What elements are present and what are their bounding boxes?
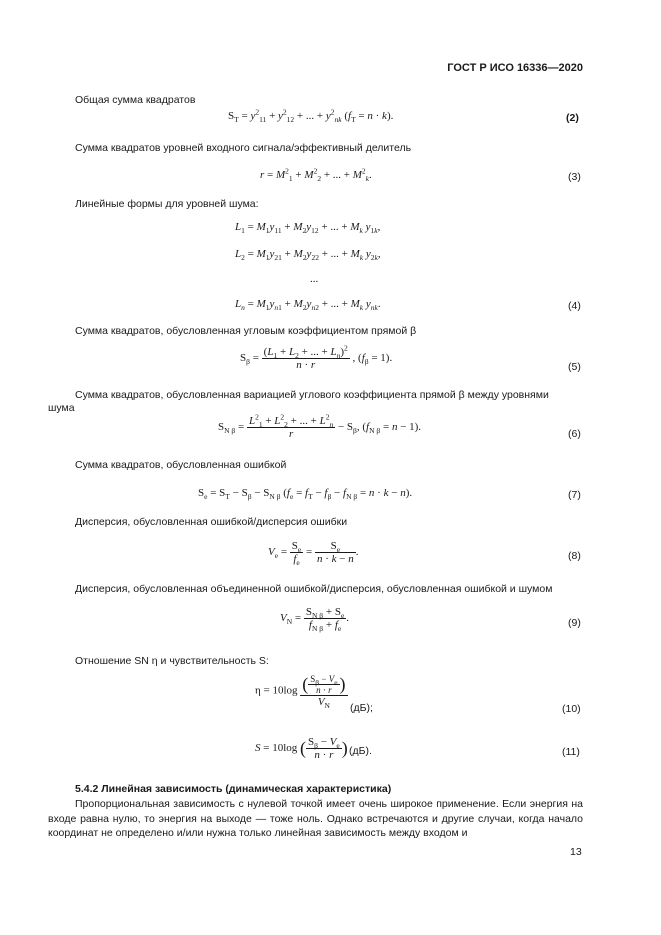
equation-number-4: (4): [568, 300, 581, 312]
document-header: ГОСТ Р ИСО 16336—2020: [447, 62, 583, 74]
equation-number-7: (7): [568, 489, 581, 501]
equation-number-5: (5): [568, 361, 581, 373]
formula-L2: $L_2 = M_1y_{21} + M_2y_{22}$ + ... + $M_k$ $y_{2k}$,: [235, 248, 381, 263]
equation-number-10: (10): [562, 703, 581, 715]
label-error-ss: Сумма квадратов, обусловленная ошибкой: [75, 459, 287, 471]
equation-number-6: (6): [568, 428, 581, 440]
label-total-ss: Общая сумма квадратов: [75, 94, 196, 106]
equation-number-3: (3): [568, 171, 581, 183]
section-body: Пропорциональная зависимость с нулевой точкой имеет очень широкое применение. Если энергия на входе равна нулю, то энергия на выходе — тоже ноль. Однако встречаются и другие случаи, когда начало координат не определено и/или нужна только линейная зависимость между входом и: [48, 798, 583, 839]
unit-db-11: (дБ).: [349, 745, 372, 757]
equation-number-11: (11): [562, 746, 580, 758]
formula-Ln: $L_n = M_1y_{n1} + M_2y_{n2}$ + ... + $M_k$ $y_{nk}$.: [235, 298, 381, 313]
equation-number-8: (8): [568, 550, 581, 562]
page-number: 13: [570, 846, 582, 858]
label-sn-ratio: Отношение SN η и чувствительность S:: [75, 655, 269, 667]
label-error-var: Дисперсия, обусловленная ошибкой/дисперсия ошибки: [75, 516, 348, 528]
formula-ellipsis: ...: [310, 273, 319, 285]
label-linear-forms: Линейные формы для уровней шума:: [75, 198, 259, 210]
label-input-divider-ss: Сумма квадратов уровней входного сигнала/эффективный делитель: [75, 142, 412, 154]
formula-S-beta: $S_\beta$ = $\frac{(L_1 + L_2 + ... + L_n)^2}{n \cdot r}$ , $(f_\beta = 1)$.: [240, 343, 393, 371]
formula-S-N-beta: $S_{N \beta}$ = $\frac{L^2_1 + L^2_2 + ... + L^2_n}{r}$ − $S_\beta$, $(f_{N \beta} = n - 1)$.: [218, 412, 422, 440]
label-slope-ss: Сумма квадратов, обусловленная угловым коэффициентом прямой β: [75, 325, 417, 337]
unit-db-10: (дБ);: [350, 702, 373, 714]
formula-r: $r = M^2_1 + M^2_2$ + ... + $M^2_k$.: [260, 166, 372, 184]
formula-S-e: $S_e = S_T - S_\beta - S_{N \beta}$ $(f_e = f_T - f_\beta - f_{N \beta} = n \cdot k - n)$.: [198, 487, 413, 502]
formula-V-e: $V_e$ = $\frac{S_e}{f_e}$ = $\frac{S_e}{n \cdot k - n}$ .: [268, 540, 359, 568]
formula-eta: η = 10log ( $\frac{S_\beta - V_e}{n \cdot r}$ ) $V_N$: [255, 674, 346, 711]
label-variation-ss: Сумма квадратов, обусловленная вариацией углового коэффициента прямой β между уровнями: [75, 389, 549, 401]
label-variation-ss-cont: шума: [48, 402, 75, 414]
formula-total-ss: $S_T = y^2_{11} + y^2_{12}$ + ... + $y^2_{nk}$ $(f_T = n \cdot k)$.: [228, 107, 394, 125]
label-pooled-var: Дисперсия, обусловленная объединенной ошибкой/дисперсия, обусловленная ошибкой и шумом: [75, 583, 553, 595]
formula-V-N: $V_N$ = $\frac{S_{N \beta} + S_e}{f_{N \beta} + f_e}$ .: [280, 606, 350, 634]
formula-S: S = 10log ( $\frac{S_\beta - V_e}{n \cdot r}$ ): [255, 736, 348, 761]
formula-L1: $L_1 = M_1y_{11} + M_2y_{12}$ + ... + $M_k$ $y_{1k}$,: [235, 221, 381, 236]
equation-number-2: (2): [566, 112, 579, 124]
section-title: 5.4.2 Линейная зависимость (динамическая характеристика): [75, 783, 392, 795]
equation-number-9: (9): [568, 617, 581, 629]
